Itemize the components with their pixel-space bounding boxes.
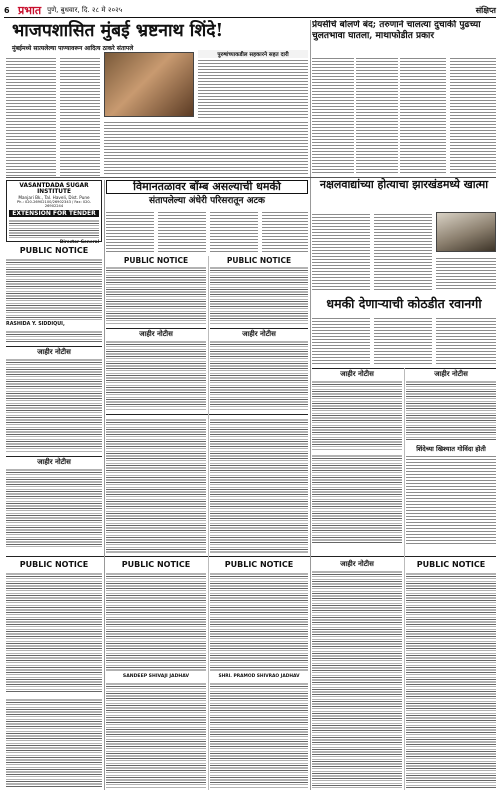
main-subheadline: मुंबईमध्ये सात्यलेल्या पाण्यावरून आदित्य ठाकरे संतापले [12,45,134,52]
date-line: पुणे, बुधवार, दि. २८ मे २०२५ [47,6,123,14]
notice-body [6,698,102,788]
notice-body [406,572,496,788]
notice-body [406,380,496,440]
section-label: संक्षिप्त [475,6,496,15]
newspaper-logo: प्रभात [18,4,42,17]
article-body [158,210,206,252]
bomb-subheadline: संतापलेल्या अंधेरी परिसरातून अटक [149,196,265,206]
public-notice-title: PUBLIC NOTICE [226,256,292,265]
article-body [6,56,56,176]
notice-body [210,340,308,410]
notice-signatory: RASHIDA Y. SIDDIQUI, [6,322,65,327]
notice-title: जाहीर नोटीस [139,330,173,338]
notice-body [106,340,206,410]
notice-body [6,330,102,342]
public-notice-title: PUBLIC NOTICE [19,560,89,569]
public-notice-title: PUBLIC NOTICE [416,560,486,569]
article-body [450,56,496,174]
news-photo [104,52,194,117]
notice-body [210,572,308,672]
notice-signatory: SANDEEP SHIVAJI JADHAV [122,674,190,679]
notice-title: जाहीर नोटीस [340,560,374,568]
notice-body [6,468,102,548]
article-body [210,210,258,252]
article-body [436,256,496,290]
tender-ad [6,180,102,242]
public-notice-title: PUBLIC NOTICE [19,246,89,255]
article-body [198,58,308,118]
notice-body [312,454,402,544]
extension-title: EXTENSION FOR TENDER [9,210,99,217]
page-number: 6 [4,6,10,15]
public-notice-title: PUBLIC NOTICE [121,560,191,569]
threat-headline: धमकी देणाऱ्याची कोठडीत रवानगी [326,296,482,311]
bomb-headline: विमानतळावर बॉम्ब असल्याची धमकी [133,180,281,193]
article-body [104,120,308,176]
article-body [356,56,398,174]
notice-body [106,418,206,554]
main-headline: भाजपशासित मुंबई भ्रष्टनाथ शिंदे! [12,21,224,41]
sugar-phone: Ph.: 020-26902100/26902343 / Fax: 020-26902244 [17,200,91,208]
notice-title: जाहीर नोटीस [37,458,71,466]
notice-body [210,682,308,788]
notice-body [106,266,206,324]
article-body [312,212,370,290]
news-photo [436,212,496,252]
article-body [374,316,432,364]
notice-body [210,418,308,554]
notice-body [312,570,402,788]
public-notice-title: PUBLIC NOTICE [123,256,189,265]
article-body [436,316,496,364]
misc-headline: शिंदेच्या खिश्यात गोविंदा होती [416,445,486,453]
notice-body [106,572,206,672]
notice-title: जाहीर नोटीस [340,370,374,378]
article-body [400,56,446,174]
article-body [262,210,308,252]
article-body [106,210,154,252]
sugar-address: Manjari Bk., Tal. Haveli, Dist. Pune [18,195,90,200]
notice-body [210,266,308,324]
notice-title: जाहीर नोटीस [434,370,468,378]
page-header [4,4,496,18]
inline-heading: पुरुषांच्याकडील सहकारने सहत दारी [198,50,308,58]
notice-body [6,572,102,692]
naxal-headline: नक्षलवाद्यांच्या होत्याचा झारखंडमध्ये खात्मा [319,178,489,191]
public-notice-title: PUBLIC NOTICE [224,560,294,569]
article-body [312,316,370,364]
notice-body [106,682,206,788]
article-body [60,56,100,176]
notice-signatory: SHRI. PRAMOD SHIVRAO JADHAV [218,674,300,679]
right-headline: प्रेयसीचे बोलणे बंद; तरुणाने चालत्या दुचाकी पुढच्या चुलतभावा घातला, माथाफोडीत प्रकार [312,20,481,41]
article-body [406,454,496,544]
article-body [312,56,354,174]
notice-body [312,380,402,450]
article-body [374,212,432,290]
notice-body [6,258,102,320]
notice-body [6,358,102,452]
notice-title: जाहीर नोटीस [242,330,276,338]
director-signoff: Director General [59,239,99,244]
sugar-institute-name: VASANTDADA SUGAR INSTITUTE [19,183,89,195]
notice-title: जाहीर नोटीस [37,348,71,356]
